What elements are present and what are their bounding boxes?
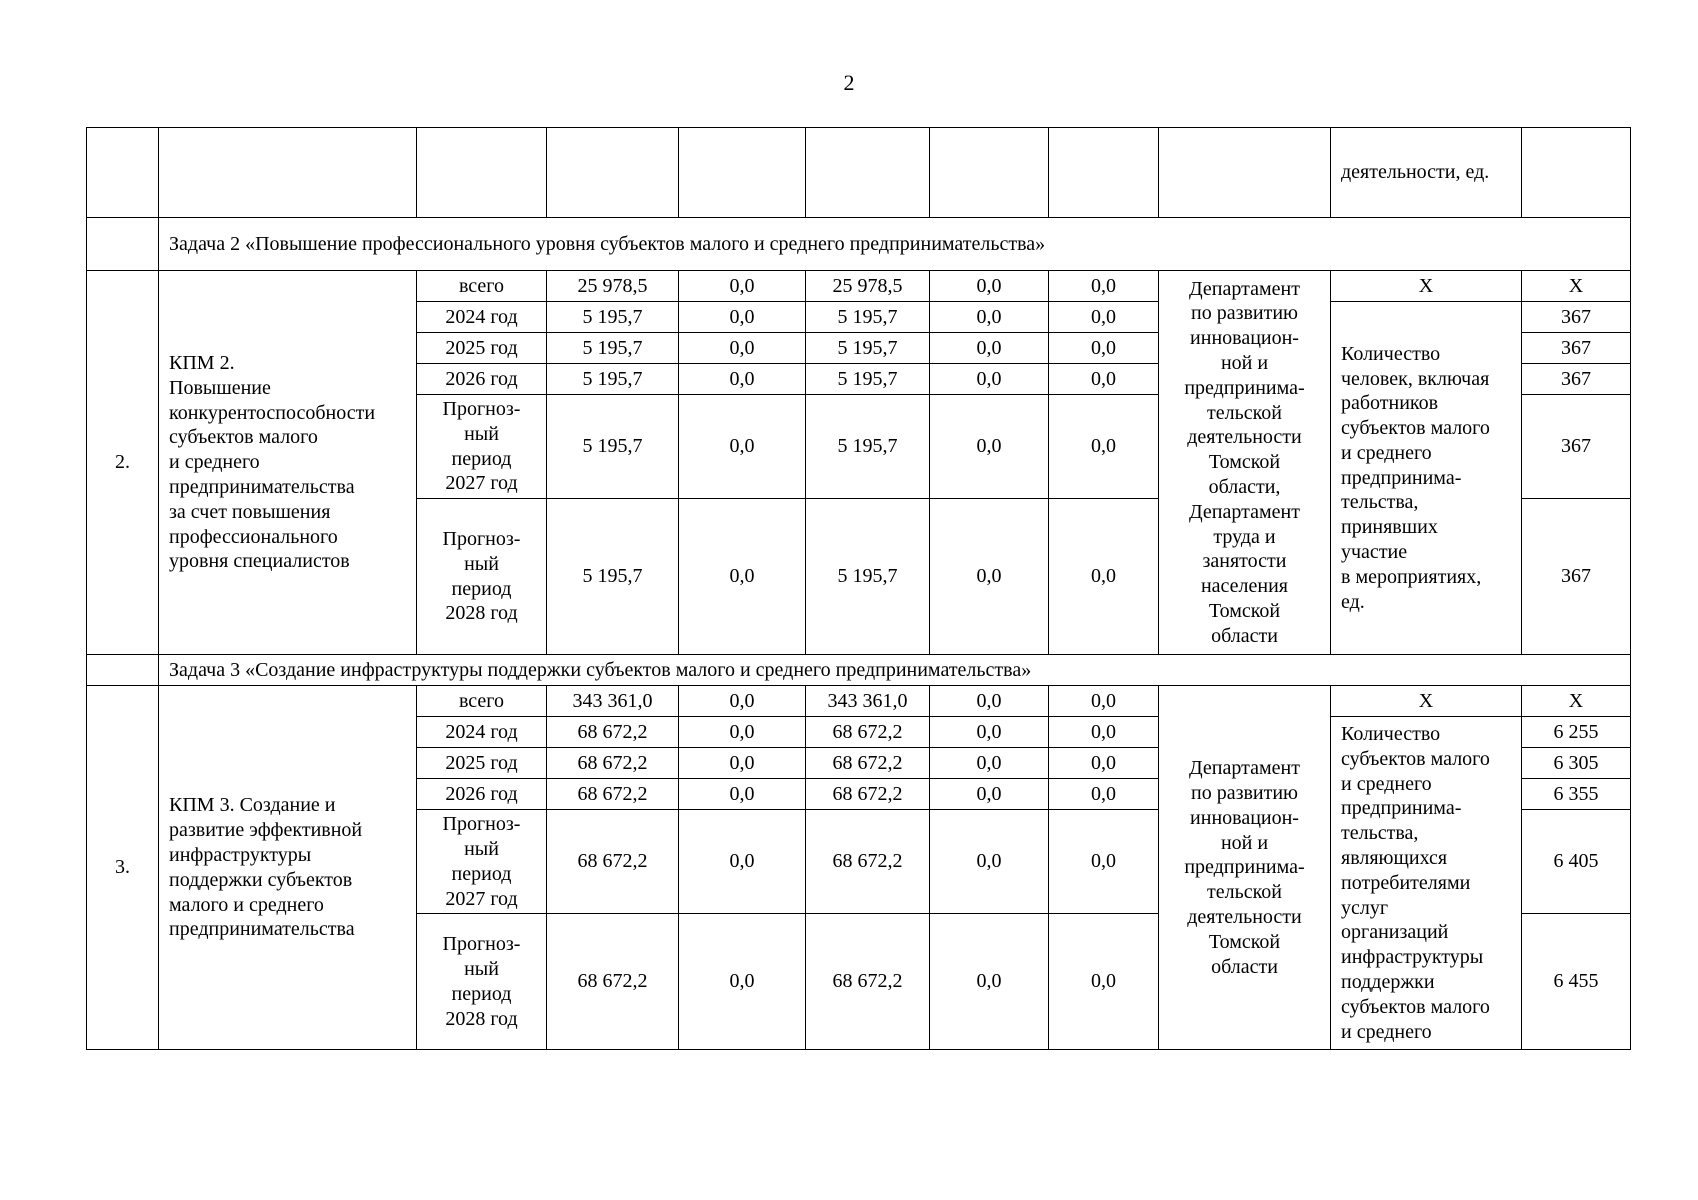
funding-total: 5 195,7: [547, 395, 679, 499]
executor-line: предпринима-: [1184, 376, 1305, 399]
name-line: за счет повышения: [169, 500, 331, 523]
period-cell: 2024 год: [417, 302, 547, 333]
funding-extra: 0,0: [1049, 810, 1159, 914]
funding-local: 0,0: [930, 686, 1049, 717]
period-cell: 2026 год: [417, 779, 547, 810]
funding-total: 5 195,7: [547, 364, 679, 395]
period-cell: [417, 395, 547, 499]
funding-federal: 0,0: [679, 748, 806, 779]
indicator-value: 6 255: [1522, 717, 1631, 748]
indicator-line: инфраструктуры: [1341, 946, 1484, 969]
name-line: и среднего: [169, 451, 260, 474]
indicator-line: субъектов малого: [1341, 995, 1490, 1018]
task-row: [87, 218, 1631, 271]
funding-local: 0,0: [930, 499, 1049, 655]
executor-line: инновацион-: [1190, 806, 1299, 829]
funding-local: 0,0: [930, 302, 1049, 333]
funding-local: 0,0: [930, 333, 1049, 364]
funding-total: 68 672,2: [547, 748, 679, 779]
name-line: субъектов малого: [169, 426, 318, 449]
funding-local: 0,0: [930, 748, 1049, 779]
kpm-number: 2.: [87, 271, 159, 655]
period-line: Прогноз-: [442, 398, 521, 420]
indicator-value: 367: [1522, 364, 1631, 395]
indicator-line: организаций: [1341, 921, 1449, 944]
indicator-line: участие: [1341, 541, 1408, 564]
indicator-line: принявших: [1341, 516, 1438, 539]
indicator-line: ед.: [1341, 590, 1365, 613]
funding-total: 343 361,0: [547, 686, 679, 717]
funding-extra: 0,0: [1049, 499, 1159, 655]
indicator-value: 6 355: [1522, 779, 1631, 810]
indicator-name: [1331, 302, 1522, 655]
funding-total: 5 195,7: [547, 499, 679, 655]
funding-total: 68 672,2: [547, 810, 679, 914]
funding-regional: 68 672,2: [806, 810, 930, 914]
name-line: КПМ 3. Создание и: [169, 794, 336, 817]
indicator-line: человек, включая: [1341, 367, 1490, 390]
funding-local: 0,0: [930, 810, 1049, 914]
kpm-row: [87, 271, 1631, 302]
funding-total: 68 672,2: [547, 779, 679, 810]
funding-regional: 68 672,2: [806, 748, 930, 779]
executor-line: Томской: [1208, 451, 1281, 474]
funding-extra: 0,0: [1049, 302, 1159, 333]
funding-federal: 0,0: [679, 810, 806, 914]
funding-regional: 68 672,2: [806, 717, 930, 748]
task-3-title: Задача 3 «Создание инфраструктуры поддержки субъектов малого и среднего предпринимательства»: [159, 655, 1631, 686]
funding-local: 0,0: [930, 364, 1049, 395]
indicator-line: тельства,: [1341, 491, 1419, 514]
funding-extra: 0,0: [1049, 717, 1159, 748]
kpm-name: [159, 271, 417, 655]
name-line: уровня специалистов: [169, 550, 350, 573]
period-line: Прогноз-: [442, 813, 521, 836]
funding-regional: 5 195,7: [806, 395, 930, 499]
indicator-line: субъектов малого: [1341, 747, 1490, 770]
period-line: ный: [464, 552, 499, 575]
name-line: КПМ 2.: [169, 352, 235, 374]
period-cell: 2025 год: [417, 748, 547, 779]
funding-regional: 5 195,7: [806, 333, 930, 364]
funding-extra: 0,0: [1049, 686, 1159, 717]
task-row: [87, 655, 1631, 686]
period-cell: [417, 499, 547, 655]
funding-regional: 5 195,7: [806, 499, 930, 655]
indicator-line: субъектов малого: [1341, 417, 1490, 440]
indicator-line: работников: [1341, 392, 1439, 415]
period-line: 2028 год: [445, 1007, 518, 1030]
period-cell: [417, 914, 547, 1050]
executor-line: тельской: [1207, 881, 1282, 904]
indicator-line: в мероприятиях,: [1341, 565, 1482, 588]
funding-federal: 0,0: [679, 717, 806, 748]
executor-line: Департамент: [1189, 277, 1300, 300]
funding-federal: 0,0: [679, 333, 806, 364]
name-line: инфраструктуры: [169, 843, 312, 866]
executor-line: предпринима-: [1184, 856, 1305, 879]
executor-line: инновацион-: [1190, 327, 1299, 350]
funding-local: 0,0: [930, 395, 1049, 499]
funding-regional: 25 978,5: [806, 271, 930, 302]
period-line: Прогноз-: [442, 933, 521, 956]
indicator-line: предпринима-: [1341, 466, 1462, 489]
executor-line: ной и: [1220, 352, 1269, 374]
funding-extra: 0,0: [1049, 271, 1159, 302]
indicator-line: поддержки: [1341, 971, 1435, 994]
executor-line: тельской: [1207, 401, 1282, 424]
funding-total: 68 672,2: [547, 717, 679, 748]
period-cell: [417, 810, 547, 914]
value-x: Х: [1522, 686, 1631, 717]
indicator-line: услуг: [1341, 896, 1389, 919]
indicator-value: 367: [1522, 395, 1631, 499]
funding-federal: 0,0: [679, 914, 806, 1050]
name-line: конкурентоспособности: [169, 401, 376, 424]
name-line: предпринимательства: [169, 475, 355, 498]
kpm-name: [159, 686, 417, 1050]
indicator-line: являющихся: [1341, 847, 1448, 870]
period-line: период: [451, 862, 512, 885]
period-cell: 2025 год: [417, 333, 547, 364]
period-line: период: [451, 982, 512, 1005]
indicator-line: Количество: [1341, 723, 1441, 746]
indicator-line: и среднего: [1341, 441, 1432, 464]
indicator-value: 367: [1522, 499, 1631, 655]
name-line: поддержки субъектов: [169, 868, 353, 891]
funding-regional: 5 195,7: [806, 302, 930, 333]
executor-line: труда и: [1213, 525, 1276, 548]
executor-line: ной и: [1220, 831, 1269, 854]
indicator-continuation: деятельности, ед.: [1331, 128, 1522, 218]
funding-federal: 0,0: [679, 364, 806, 395]
funding-federal: 0,0: [679, 302, 806, 333]
kpm-number: 3.: [87, 686, 159, 1050]
executor: [1159, 686, 1331, 1050]
value-x: Х: [1522, 271, 1631, 302]
name-line: малого и среднего: [169, 893, 324, 916]
executor-line: деятельности: [1187, 905, 1302, 928]
funding-regional: 68 672,2: [806, 779, 930, 810]
period-line: период: [451, 577, 512, 600]
executor-line: по развитию: [1190, 302, 1298, 325]
funding-federal: 0,0: [679, 271, 806, 302]
funding-local: 0,0: [930, 717, 1049, 748]
executor-line: населения: [1200, 575, 1289, 598]
funding-federal: 0,0: [679, 686, 806, 717]
executor-line: Томской: [1208, 599, 1281, 622]
period-cell: 2024 год: [417, 717, 547, 748]
executor-line: Департамент: [1189, 500, 1300, 523]
executor-line: области,: [1208, 475, 1281, 498]
funding-regional: 5 195,7: [806, 364, 930, 395]
period-line: ный: [464, 837, 499, 860]
period-line: 2027 год: [445, 887, 518, 910]
indicator-line: потребителями: [1341, 871, 1471, 894]
funding-local: 0,0: [930, 779, 1049, 810]
funding-local: 0,0: [930, 271, 1049, 302]
executor-line: области: [1211, 624, 1278, 647]
funding-total: 5 195,7: [547, 333, 679, 364]
name-line: Повышение: [169, 376, 271, 399]
funding-total: 5 195,7: [547, 302, 679, 333]
period-cell: 2026 год: [417, 364, 547, 395]
indicator-value: 367: [1522, 302, 1631, 333]
funding-federal: 0,0: [679, 779, 806, 810]
funding-extra: 0,0: [1049, 364, 1159, 395]
name-line: развитие эффективной: [169, 819, 363, 842]
indicator-line: и среднего: [1341, 772, 1432, 795]
indicator-value: 6 405: [1522, 810, 1631, 914]
indicator-value: 367: [1522, 333, 1631, 364]
period-cell: всего: [417, 271, 547, 302]
period-line: Прогноз-: [442, 528, 521, 551]
funding-total: 25 978,5: [547, 271, 679, 302]
program-table: [86, 127, 1631, 1050]
executor-line: Департамент: [1189, 757, 1300, 780]
name-line: предпринимательства: [169, 918, 355, 941]
period-line: 2028 год: [445, 602, 518, 625]
period-line: ный: [464, 958, 499, 981]
executor: [1159, 271, 1331, 655]
executor-line: деятельности: [1187, 426, 1302, 449]
period-cell: всего: [417, 686, 547, 717]
kpm-row: [87, 686, 1631, 717]
name-line: профессионального: [169, 525, 338, 548]
executor-line: области: [1211, 955, 1278, 978]
indicator-line: предпринима-: [1341, 797, 1462, 820]
indicator-line: тельства,: [1341, 822, 1419, 845]
indicator-x: Х: [1331, 686, 1522, 717]
funding-extra: 0,0: [1049, 395, 1159, 499]
funding-federal: 0,0: [679, 395, 806, 499]
indicator-x: Х: [1331, 271, 1522, 302]
executor-line: Томской: [1208, 930, 1281, 953]
funding-extra: 0,0: [1049, 914, 1159, 1050]
page-number: 2: [843, 70, 855, 95]
period-line: ный: [464, 422, 499, 445]
period-line: период: [451, 447, 512, 470]
funding-extra: 0,0: [1049, 333, 1159, 364]
indicator-name: [1331, 717, 1522, 1050]
executor-line: по развитию: [1190, 781, 1298, 804]
executor-line: занятости: [1202, 550, 1287, 573]
funding-federal: 0,0: [679, 499, 806, 655]
task-2-title: Задача 2 «Повышение профессионального уровня субъектов малого и среднего предпринимательства»: [159, 218, 1631, 271]
funding-regional: 68 672,2: [806, 914, 930, 1050]
indicator-line: Количество: [1341, 342, 1441, 365]
indicator-value: 6 455: [1522, 914, 1631, 1050]
funding-total: 68 672,2: [547, 914, 679, 1050]
funding-local: 0,0: [930, 914, 1049, 1050]
funding-extra: 0,0: [1049, 748, 1159, 779]
period-line: 2027 год: [445, 472, 518, 495]
continuation-row: [87, 128, 1631, 218]
funding-extra: 0,0: [1049, 779, 1159, 810]
indicator-line: и среднего: [1341, 1020, 1432, 1043]
indicator-value: 6 305: [1522, 748, 1631, 779]
funding-regional: 343 361,0: [806, 686, 930, 717]
